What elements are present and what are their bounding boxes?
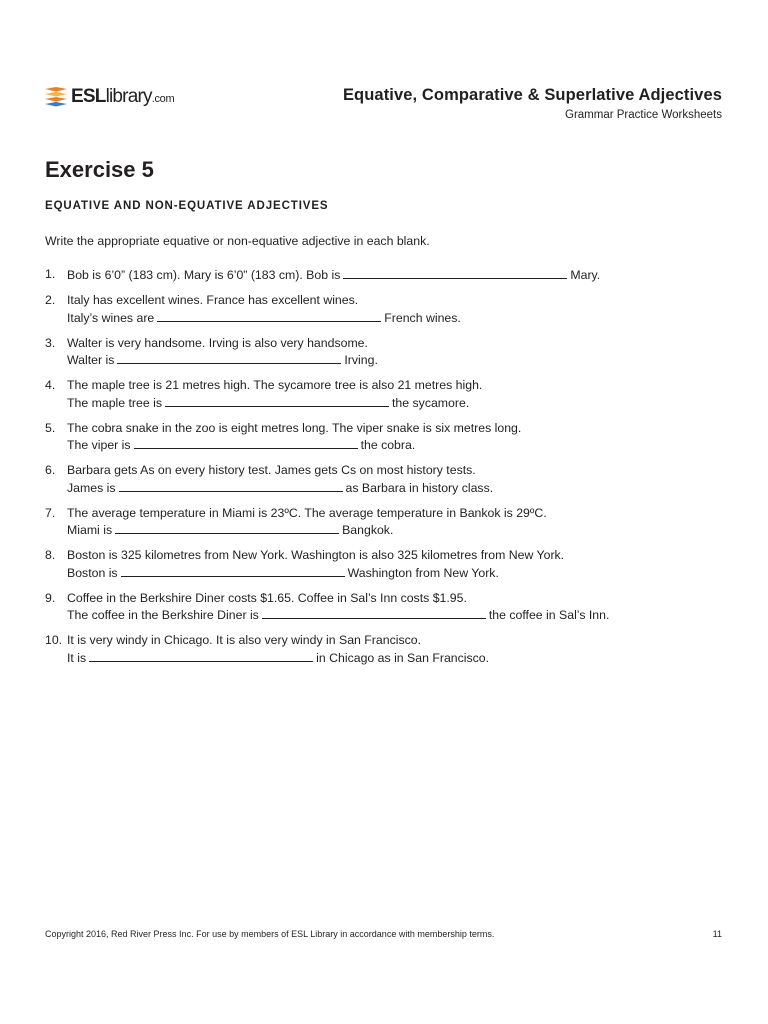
item-number: 1. xyxy=(45,267,56,281)
exercise-item xyxy=(45,590,725,624)
answer-blank[interactable] xyxy=(134,436,358,449)
item-context-sentence: The cobra snake in the zoo is eight metres long. The viper snake is six metres long. xyxy=(67,420,522,435)
item-context-sentence: Walter is very handsome. Irving is also very handsome. xyxy=(67,335,368,350)
answer-blank[interactable] xyxy=(89,649,313,662)
text-before-blank: Italy’s wines are xyxy=(67,310,155,325)
text-before-blank: The maple tree is xyxy=(67,395,163,410)
text-before-blank: The coffee in the Berkshire Diner is xyxy=(67,608,259,622)
answer-blank[interactable] xyxy=(157,309,381,322)
exercise-item xyxy=(45,547,725,581)
item-answer-line xyxy=(67,436,725,454)
exercise-item xyxy=(45,632,725,666)
item-context-sentence: The maple tree is 21 metres high. The sycamore tree is also 21 metres high. xyxy=(67,378,483,392)
answer-blank[interactable] xyxy=(119,479,343,492)
item-answer-line xyxy=(67,521,725,539)
item-body xyxy=(67,590,725,624)
answer-blank[interactable] xyxy=(117,351,341,364)
item-body xyxy=(67,632,725,666)
answer-blank[interactable] xyxy=(115,521,339,534)
item-context-sentence: Italy has excellent wines. France has excellent wines. xyxy=(67,293,359,307)
item-answer-line xyxy=(67,606,725,624)
text-before-blank: Walter is xyxy=(67,353,115,367)
page-footer xyxy=(45,929,722,939)
item-answer-line xyxy=(67,564,725,582)
item-answer-line xyxy=(67,394,725,412)
text-after-blank: in Chicago as in San Francisco. xyxy=(316,650,490,665)
text-after-blank: Mary. xyxy=(570,268,601,282)
item-body xyxy=(67,505,725,539)
text-after-blank: as Barbara in history class. xyxy=(345,480,494,495)
item-context-sentence: Boston is 325 kilometres from New York. Washington is also 325 kilometres from New York. xyxy=(67,548,565,562)
worksheet-title: Equative, Comparative & Superlative Adjectives xyxy=(342,86,722,104)
worksheet-subtitle: Grammar Practice Worksheets xyxy=(565,109,722,121)
answer-blank[interactable] xyxy=(165,394,389,407)
item-answer-line xyxy=(67,266,725,284)
answer-blank[interactable] xyxy=(262,606,486,619)
text-after-blank: the sycamore. xyxy=(392,395,470,410)
item-number: 8. xyxy=(45,548,56,562)
text-after-blank: Washington from New York. xyxy=(347,565,499,580)
item-number: 10. xyxy=(45,633,63,647)
item-body xyxy=(67,462,725,496)
page-header xyxy=(343,86,722,121)
exercise-item xyxy=(45,266,725,284)
exercise-item xyxy=(45,505,725,539)
item-body xyxy=(67,335,725,369)
text-after-blank: the cobra. xyxy=(360,438,416,452)
text-after-blank: the coffee in Sal’s Inn. xyxy=(488,608,610,622)
item-answer-line xyxy=(67,649,725,667)
page-number: 11 xyxy=(712,929,722,939)
item-number: 5. xyxy=(45,420,56,435)
item-number: 9. xyxy=(45,590,56,605)
item-number: 6. xyxy=(45,463,56,477)
exercise-item xyxy=(45,377,725,411)
answer-blank[interactable] xyxy=(121,564,345,577)
text-after-blank: Bangkok. xyxy=(342,523,394,537)
item-context-sentence: It is very windy in Chicago. It is also very windy in San Francisco. xyxy=(67,633,422,647)
item-body xyxy=(67,266,725,284)
item-number: 4. xyxy=(45,378,56,392)
item-number: 2. xyxy=(45,293,56,307)
item-context-sentence: Coffee in the Berkshire Diner costs $1.65. Coffee in Sal’s Inn costs $1.95. xyxy=(67,590,467,605)
item-body xyxy=(67,292,725,326)
item-answer-line xyxy=(67,351,725,369)
exercise-instruction: Write the appropriate equative or non-equative adjective in each blank. xyxy=(45,234,430,248)
esl-library-logo xyxy=(44,86,174,108)
copyright-notice: Copyright 2016, Red River Press Inc. For use by members of ESL Library in accordance with membership terms. xyxy=(45,929,495,939)
text-after-blank: Irving. xyxy=(344,353,378,367)
item-context-sentence: The average temperature in Miami is 23ºC. The average temperature in Bankok is 29ºC. xyxy=(67,505,547,520)
item-answer-line xyxy=(67,309,725,327)
text-before-blank: Boston is xyxy=(67,565,118,580)
item-body xyxy=(67,547,725,581)
item-context-sentence: Barbara gets As on every history test. James gets Cs on most history tests. xyxy=(67,463,476,477)
item-body xyxy=(67,420,725,454)
text-before-blank: Miami is xyxy=(67,523,113,537)
exercise-item xyxy=(45,292,725,326)
text-after-blank: French wines. xyxy=(384,310,461,325)
section-heading: EQUATIVE AND NON-EQUATIVE ADJECTIVES xyxy=(45,200,329,212)
stacked-books-logo-icon xyxy=(44,86,68,108)
answer-blank[interactable] xyxy=(343,266,567,279)
text-before-blank: It is xyxy=(67,650,87,665)
text-before-blank: James is xyxy=(67,480,116,495)
item-answer-line xyxy=(67,479,725,497)
text-before-blank: The viper is xyxy=(67,438,131,452)
exercise-heading: Exercise 5 xyxy=(45,157,154,182)
logo-wordmark: ESLlibrary.com xyxy=(71,86,175,107)
exercise-item xyxy=(45,462,725,496)
item-number: 3. xyxy=(45,335,56,350)
exercise-item xyxy=(45,420,725,454)
item-number: 7. xyxy=(45,505,56,520)
item-body xyxy=(67,377,725,411)
exercise-items xyxy=(45,266,725,675)
text-before-blank: Bob is 6’0” (183 cm). Mary is 6’0” (183 cm). Bob is xyxy=(67,268,341,282)
exercise-item xyxy=(45,335,725,369)
